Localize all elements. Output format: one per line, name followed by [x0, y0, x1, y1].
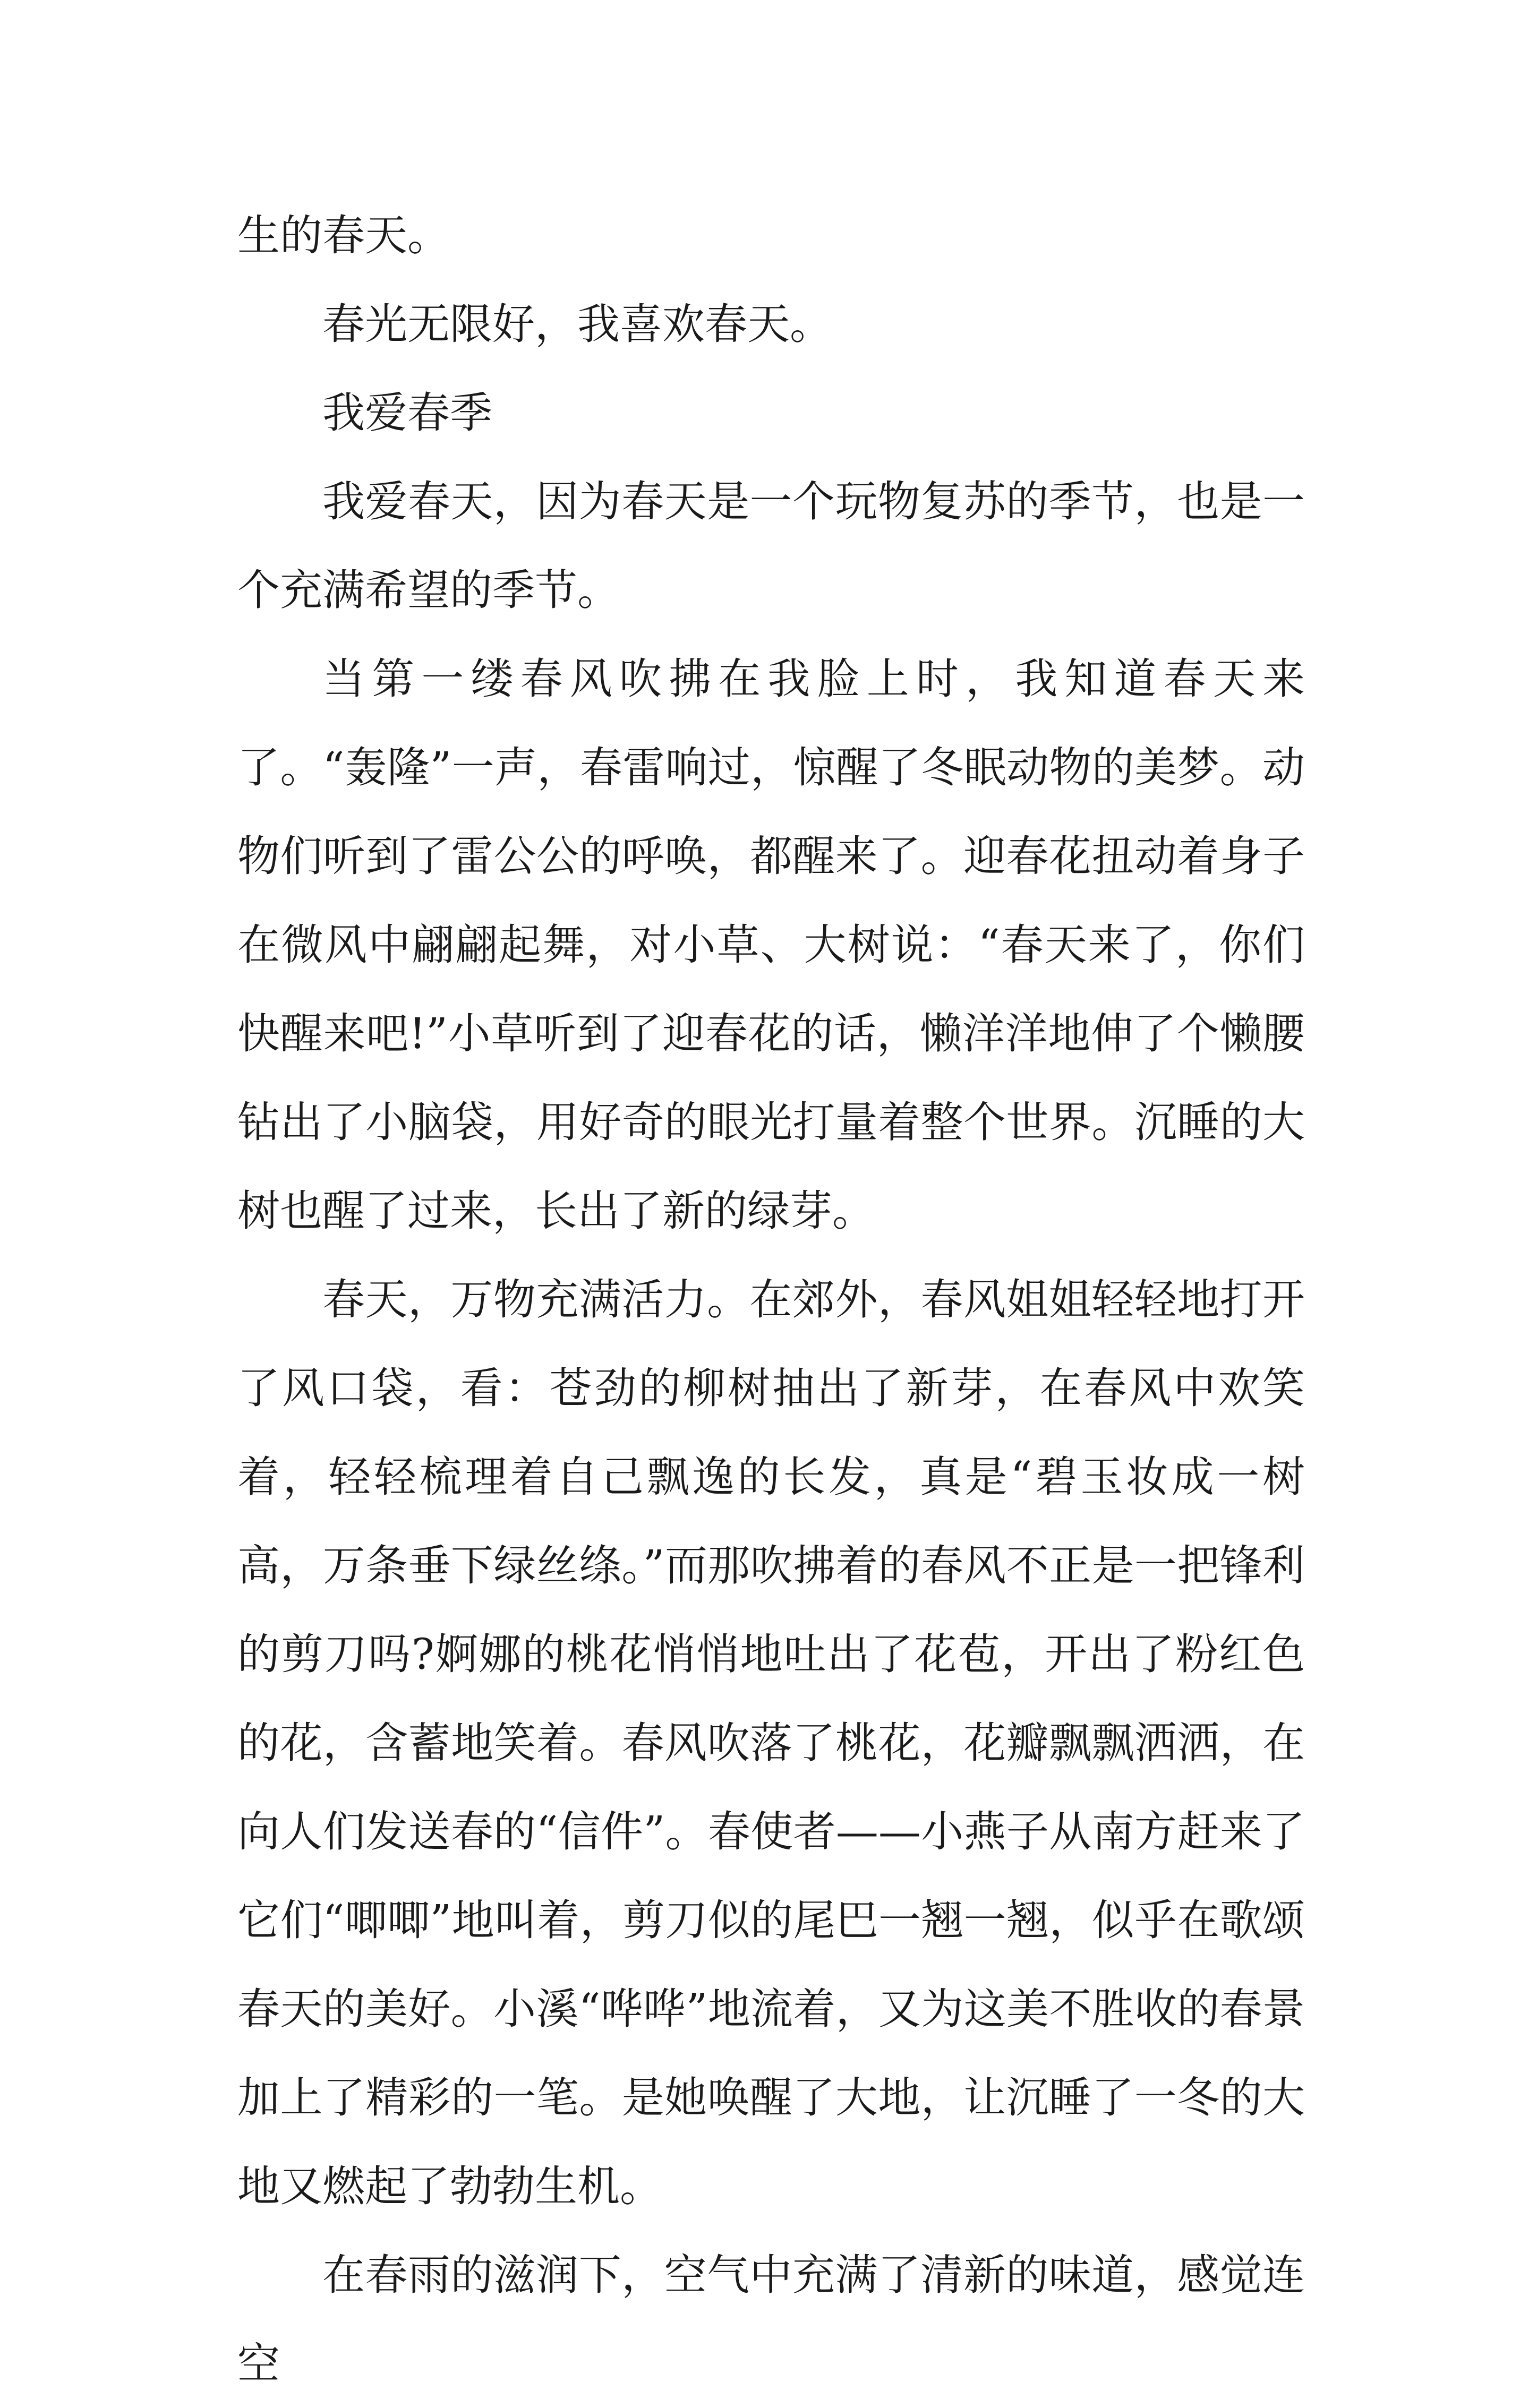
paragraph: 春光无限好，我喜欢春天。 [322, 299, 832, 349]
paragraph: 当第一缕春风吹拂在我脸上时，我知道春天来了。“轰隆”一声，春雷响过，惊醒了冬眠动物的美梦。动物们听到了雷公公的呼唤，都醒来了。迎春花扭动着身子在微风中翩翩起舞，对小草、大树说：“春天来了，你们快醒来吧!”小草听到了迎春花的话，懒洋洋地伸了个懒腰钻出了小脑袋，用好奇的眼光打量着整个世界。沉睡的大树也醒了过来，长出了新的绿芽。 [237, 654, 1305, 1236]
article-body [237, 191, 1305, 2408]
paragraph-continuation: 生的春天。 [237, 211, 450, 260]
paragraph: 在春雨的滋润下，空气中充满了清新的味道，感觉连空 [237, 2250, 1305, 2388]
paragraph: 春天，万物充满活力。在郊外，春风姐姐轻轻地打开了风口袋，看：苍劲的柳树抽出了新芽，在春风中欢笑着，轻轻梳理着自己飘逸的长发，真是“碧玉妆成一树高，万条垂下绿丝绦。”而那吹拂着的春风不正是一把锋利的剪刀吗?婀娜的桃花悄悄地吐出了花苞，开出了粉红色的花，含蓄地笑着。春风吹落了桃花，花瓣飘飘洒洒，在向人们发送春的“信件”。春使者——小燕子从南方赶来了它们“唧唧”地叫着，剪刀似的尾巴一翘一翘，似乎在歌颂春天的美好。小溪“哗哗”地流着，又为这美不胜收的春景加上了精彩的一笔。是她唤醒了大地，让沉睡了一冬的大地又燃起了勃勃生机。 [237, 1275, 1305, 2211]
paragraph: 我爱春天，因为春天是一个玩物复苏的季节，也是一个充满希望的季节。 [237, 477, 1305, 615]
article-title: 我爱春季 [322, 388, 492, 438]
